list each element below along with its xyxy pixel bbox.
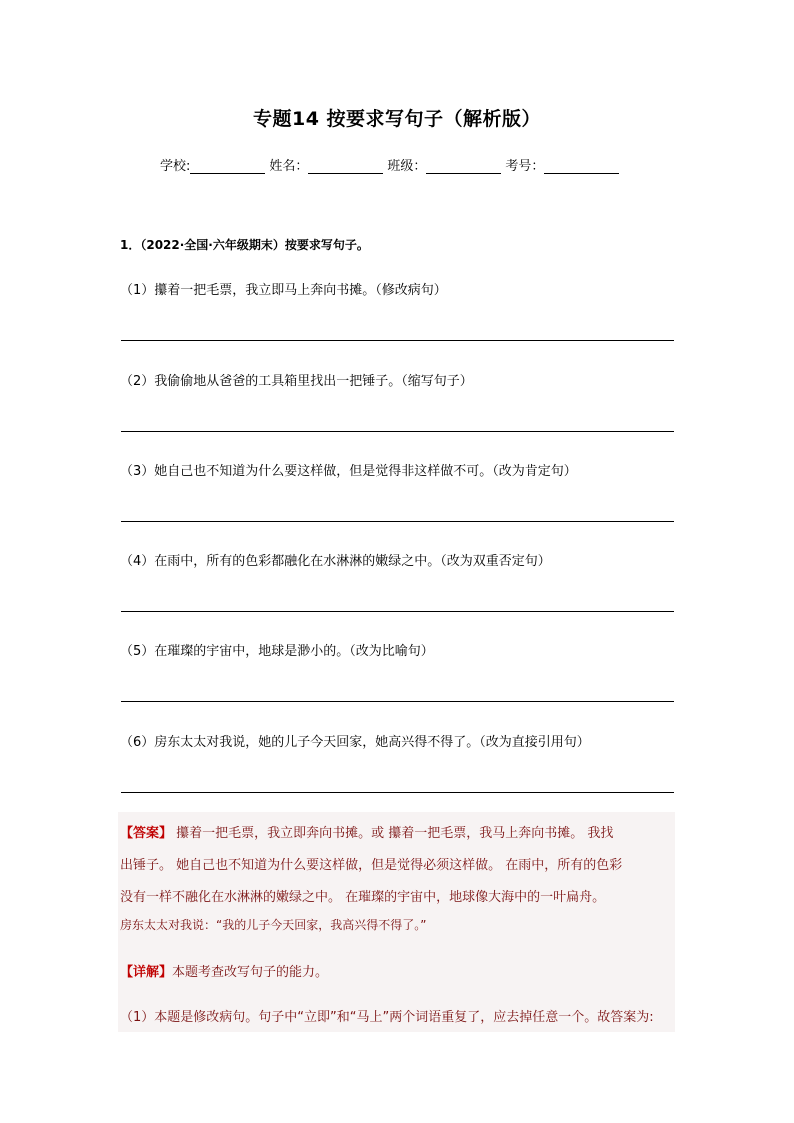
answer-line-1[interactable] [121, 340, 674, 341]
question-heading: 1．（2022·全国·六年级期末）按要求写句子。 [120, 238, 369, 252]
page-title: 专题14 按要求写句子（解析版） [252, 108, 542, 130]
answer-text-2: 出锤子。 她自己也不知道为什么要这样做，但是觉得必须这样做。 在雨中，所有的色彩 [120, 858, 623, 873]
name-label: 姓名： [269, 159, 309, 174]
answer-line-2[interactable] [121, 431, 674, 432]
detail-text-2: （1）本题是修改病句。句子中“立即”和“马上”两个词语重复了，应去掉任意一个。故答案为: [120, 1010, 654, 1025]
question-item-1: （1）攥着一把毛票，我立即马上奔向书摊。（修改病句） [120, 283, 447, 298]
answer-line-5[interactable] [121, 701, 674, 702]
detail-text: 本题考查改写句子的能力。 [172, 965, 329, 980]
answer-line-6[interactable] [121, 792, 674, 793]
question-item-3: （3）她自己也不知道为什么要这样做，但是觉得非这样做不可。（改为肯定句） [120, 464, 577, 479]
answer-section [118, 812, 675, 1032]
question-item-2: （2）我偷偷地从爸爸的工具箱里找出一把锤子。（缩写句子） [120, 374, 473, 389]
answer-line-4[interactable] [121, 611, 674, 612]
detail-tag: 【详解】 [120, 965, 173, 980]
name-blank[interactable] [308, 159, 383, 174]
answer-text-4: 房东太太对我说：“我的儿子今天回家，我高兴得不得了。” [120, 918, 427, 932]
number-label: 考号： [505, 159, 545, 174]
question-item-5: （5）在璀璨的宇宙中，地球是渺小的。（改为比喻句） [120, 644, 434, 659]
number-blank[interactable] [544, 159, 619, 174]
detail-line [120, 961, 328, 980]
answer-line-text-1 [120, 822, 613, 841]
class-blank[interactable] [426, 159, 501, 174]
answer-tag: 【答案】 [120, 826, 173, 841]
answer-line-3[interactable] [121, 521, 674, 522]
school-label: 学校: [160, 159, 191, 174]
class-label: 班级： [387, 159, 427, 174]
answer-text-1: 攥着一把毛票，我立即奔向书摊。或 攥着一把毛票，我马上奔向书摊。 我找 [172, 826, 614, 841]
answer-text-3: 没有一样不融化在水淋淋的嫩绿之中。 在璀璨的宇宙中，地球像大海中的一叶扁舟。 [120, 890, 606, 905]
question-item-6: （6）房东太太对我说，她的儿子今天回家，她高兴得不得了。（改为直接引用句） [120, 735, 590, 750]
question-item-4: （4）在雨中，所有的色彩都融化在水淋淋的嫩绿之中。（改为双重否定句） [120, 554, 551, 569]
student-info-row [160, 155, 623, 174]
school-blank[interactable] [190, 159, 265, 174]
